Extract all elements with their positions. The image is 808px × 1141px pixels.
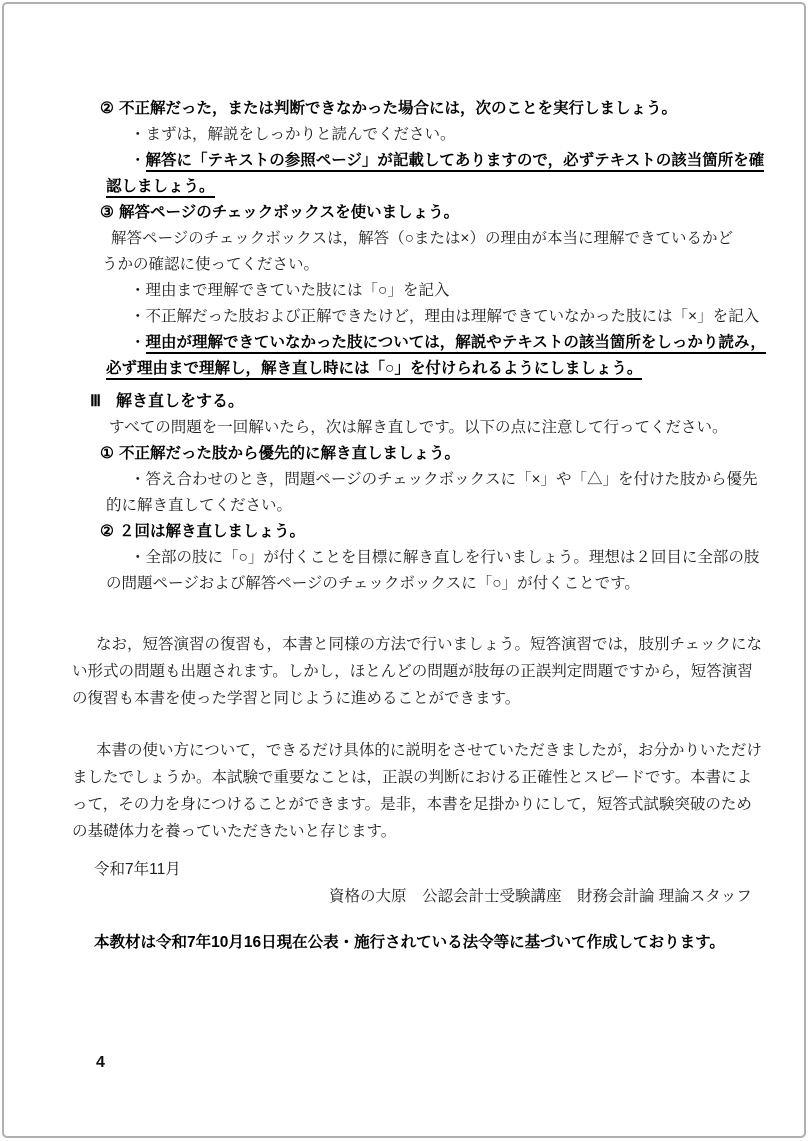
closing-paragraph-1 [4, 631, 804, 712]
bullet-item [130, 467, 804, 493]
bullet-item [130, 278, 804, 304]
bullet-dot: ・ [130, 282, 146, 299]
bullet-item-underlined [130, 330, 804, 356]
paragraph-line: の復習も本書を使った学習と同じように進めることができます。 [72, 690, 521, 707]
item-1-marker: ① [100, 445, 114, 462]
item-2b-marker: ② [100, 523, 114, 540]
bullet-dot: ・ [130, 152, 146, 169]
section-heading-title: 解き直しをする。 [116, 393, 245, 410]
credit-line: 資格の大原 公認会計士受験講座 財務会計論 理論スタッフ [329, 888, 752, 905]
item-3-paragraph-line1: 解答ページのチェックボックスは，解答（○または×）の理由が本当に理解できているかど [111, 230, 733, 247]
item-3-paragraph-line2: うかの確認に使ってください。 [102, 256, 320, 273]
paragraph-line: 本書の使い方について，できるだけ具体的に説明をさせていただきましたが，お分かりいただけ [96, 742, 762, 759]
underlined-note-line1: 理由が理解できていなかった肢については，解説やテキストの該当箇所をしっかり読み， [146, 334, 766, 354]
paragraph-line: の基礎体力を養っていただきたいと存じます。 [72, 823, 397, 840]
section-heading-numeral: Ⅲ [90, 393, 102, 410]
document-page [2, 2, 806, 1138]
bullet-text: 不正解だった肢および正解できたけど，理由は理解できていなかった肢には「×」を記入 [145, 308, 760, 325]
bullet-dot: ・ [130, 126, 146, 143]
page-number: 4 [96, 1054, 105, 1071]
closing-block [4, 631, 804, 956]
underlined-note-line2: 認しましょう。 [106, 178, 215, 198]
bullet-dot: ・ [130, 471, 146, 488]
item-2-marker: ② [100, 100, 114, 117]
list-item-2b [100, 519, 804, 545]
doc-content [4, 4, 804, 1136]
item-2-text: 不正解だった，または判断できなかった場合には，次のことを実行しましょう。 [119, 100, 678, 117]
item-1-text: 不正解だった肢から優先的に解き直しましょう。 [119, 445, 461, 462]
underlined-note-line2: 必ず理由まで理解し，解き直し時には「○」を付けられるようにしましょう。 [106, 360, 642, 380]
item-3-text: 解答ページのチェックボックスを使いましょう。 [119, 204, 460, 221]
legal-notice-line: 本教材は令和7年10月16日現在公表・施行されている法令等に基づいて作成しております。 [94, 934, 725, 951]
section-intro: すべての問題を一回解いたら，次は解き直しです。以下の点に注意して行ってください。 [109, 419, 728, 436]
bullet-text: 理由まで理解できていた肢には「○」を記入 [145, 282, 450, 299]
paragraph-line: なお，短答演習の復習も，本書と同様の方法で行いましょう。短答演習では，肢別チェックにな [96, 636, 763, 653]
bullet-dot: ・ [130, 334, 146, 351]
date-line: 令和7年11月 [94, 861, 181, 878]
bullet-item [130, 122, 804, 148]
closing-paragraph-2 [4, 737, 804, 845]
list-item-1 [100, 441, 804, 467]
bullet-item-underlined [130, 148, 804, 174]
paragraph-line: ましたでしょうか。本試験で重要なことは，正誤の判断における正確性とスピードです。本書によ [72, 769, 753, 786]
underlined-note-continuation [106, 174, 804, 200]
list-item-3 [100, 200, 804, 226]
bullet-continuation: 的に解き直してください。 [106, 497, 293, 514]
bullet-text: まずは，解説をしっかりと読んでください。 [145, 126, 456, 143]
bullet-text-line1: 答え合わせのとき，問題ページのチェックボックスに「×」や「△」を付けた肢から優先 [145, 471, 758, 488]
item-2b-text: ２回は解き直しましょう。 [119, 523, 306, 540]
bullet-item [130, 545, 804, 571]
section-heading [90, 389, 804, 415]
bullet-item [130, 304, 804, 330]
underlined-note-line1: 解答に「テキストの参照ページ」が記載してありますので，必ずテキストの該当箇所を確 [146, 152, 765, 172]
bullet-continuation: の問題ページおよび解答ページのチェックボックスに「○」が付くことです。 [106, 575, 640, 592]
paragraph-line: って，その力を身につけることができます。是非，本書を足掛かりにして，短答式試験突破のため [72, 796, 752, 813]
bullet-dot: ・ [130, 549, 146, 566]
list-item-2 [100, 96, 804, 122]
underlined-note-continuation [106, 356, 804, 382]
item-3-marker: ③ [100, 204, 114, 221]
paragraph-line: い形式の問題も出題されます。しかし，ほとんどの問題が肢毎の正誤判定問題ですから，短答演習 [72, 663, 753, 680]
bullet-dot: ・ [130, 308, 146, 325]
bullet-text-line1: 全部の肢に「○」が付くことを目標に解き直しを行いましょう。理想は２回目に全部の肢 [145, 549, 760, 566]
